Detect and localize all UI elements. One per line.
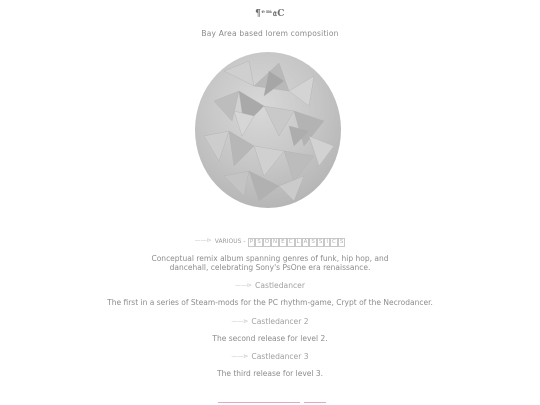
project-castledancer-2-title[interactable] <box>0 317 540 326</box>
low-poly-sphere-image <box>194 51 342 209</box>
project-title-boxed: P S O N E C L A S S I C S <box>249 239 344 245</box>
project-psoneclassics-title[interactable] <box>0 236 540 247</box>
project-castledancer-title[interactable] <box>0 281 540 290</box>
site-logo[interactable]: ¶ᵉᵐ𝔞C <box>255 9 285 19</box>
project-castledancer-3-description: The third release for level 3. <box>216 369 323 378</box>
project-psoneclassics-description-line-1: Conceptual remix album spanning genres of funk, hip hop, and <box>151 254 389 263</box>
arrow-right-icon: ——⊳ <box>235 282 253 289</box>
project-castledancer-3-title[interactable] <box>0 352 540 361</box>
footer-link-underline[interactable] <box>218 402 300 403</box>
project-psoneclassics-description-line-2: dancehall, celebrating Sony's PsOne era renaissance. <box>169 263 371 272</box>
project-title: Castledancer 3 <box>251 352 309 361</box>
arrow-right-icon: ——⊳ <box>231 318 249 325</box>
project-castledancer-2-description: The second release for level 2. <box>212 334 328 343</box>
project-title-prefix: VARIOUS - <box>214 238 246 245</box>
project-title: Castledancer 2 <box>251 317 309 326</box>
site-tagline: Bay Area based lorem composition <box>201 29 339 38</box>
project-title: Castledancer <box>255 281 305 290</box>
arrow-right-icon: ——⊳ <box>194 237 212 244</box>
arrow-right-icon: ——⊳ <box>231 353 249 360</box>
footer-link-underline[interactable] <box>304 402 326 403</box>
project-castledancer-description: The first in a series of Steam-mods for the PC rhythm-game, Crypt of the Necrodancer. <box>107 298 433 307</box>
